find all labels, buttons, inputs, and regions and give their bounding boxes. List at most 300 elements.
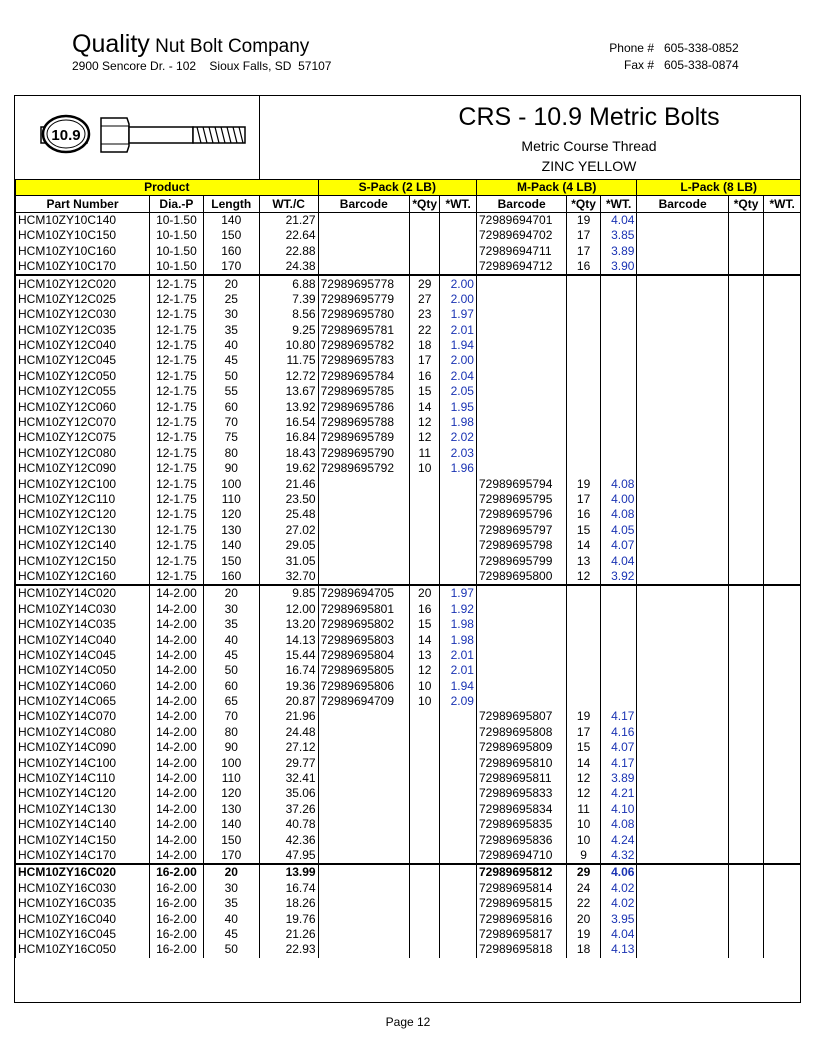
cell-dia-pitch: 10-1.50 (150, 212, 204, 228)
cell-weight-per-c: 18.26 (259, 896, 318, 911)
table-row (16, 569, 801, 585)
cell-s-weight (440, 740, 477, 755)
table-row (16, 384, 801, 399)
cell-dia-pitch: 16-2.00 (150, 881, 204, 896)
cell-l-barcode (637, 663, 728, 678)
cell-s-qty: 12 (409, 430, 439, 445)
cell-length: 90 (203, 461, 259, 476)
cell-s-weight (440, 725, 477, 740)
cell-weight-per-c: 12.00 (259, 602, 318, 617)
cell-s-barcode (318, 881, 409, 896)
col-m-barcode: Barcode (476, 196, 566, 212)
cell-s-weight (440, 228, 477, 243)
cell-m-weight (600, 632, 637, 647)
cell-weight-per-c: 12.72 (259, 369, 318, 384)
table-row (16, 942, 801, 957)
cell-m-barcode: 72989695836 (476, 832, 566, 847)
cell-length: 70 (203, 415, 259, 430)
cell-m-weight: 4.02 (600, 881, 637, 896)
cell-m-weight (600, 353, 637, 368)
cell-m-barcode: 72989695807 (476, 709, 566, 724)
col-weight-per-c: WT./C (259, 196, 318, 212)
cell-m-barcode: 72989695794 (476, 476, 566, 491)
table-row (16, 228, 801, 243)
cell-l-barcode (637, 292, 728, 307)
cell-dia-pitch: 16-2.00 (150, 927, 204, 942)
table-row (16, 446, 801, 461)
cell-s-qty (409, 507, 439, 522)
product-table (15, 179, 801, 958)
table-row (16, 523, 801, 538)
cell-length: 120 (203, 786, 259, 801)
cell-s-barcode (318, 709, 409, 724)
cell-l-barcode (637, 694, 728, 709)
cell-l-barcode (637, 507, 728, 522)
table-row (16, 507, 801, 522)
table-row (16, 632, 801, 647)
cell-l-weight (764, 338, 801, 353)
cell-l-barcode (637, 338, 728, 353)
cell-length: 150 (203, 832, 259, 847)
cell-m-weight (600, 292, 637, 307)
cell-s-barcode (318, 911, 409, 926)
cell-m-weight: 4.21 (600, 786, 637, 801)
company-name-big: Quality (72, 30, 150, 58)
table-row (16, 399, 801, 414)
cell-m-qty (567, 415, 601, 430)
cell-s-weight (440, 817, 477, 832)
cell-m-barcode (476, 617, 566, 632)
cell-s-barcode: 72989695803 (318, 632, 409, 647)
cell-s-qty (409, 553, 439, 568)
cell-l-weight (764, 679, 801, 694)
cell-part-number: HCM10ZY14C035 (16, 617, 150, 632)
cell-m-barcode (476, 275, 566, 291)
cell-dia-pitch: 10-1.50 (150, 259, 204, 275)
cell-dia-pitch: 12-1.75 (150, 415, 204, 430)
cell-l-barcode (637, 648, 728, 663)
col-m-qty: *Qty (567, 196, 601, 212)
cell-m-qty: 17 (567, 492, 601, 507)
cell-dia-pitch: 10-1.50 (150, 244, 204, 259)
cell-weight-per-c: 24.48 (259, 725, 318, 740)
cell-s-weight: 2.01 (440, 663, 477, 678)
table-row (16, 461, 801, 476)
catalog-frame (14, 95, 801, 1003)
cell-m-barcode: 72989695800 (476, 569, 566, 585)
cell-dia-pitch: 12-1.75 (150, 369, 204, 384)
cell-m-weight: 3.90 (600, 259, 637, 275)
cell-m-qty (567, 648, 601, 663)
cell-l-barcode (637, 228, 728, 243)
table-row (16, 817, 801, 832)
cell-l-qty (728, 848, 764, 864)
cell-m-barcode (476, 648, 566, 663)
cell-l-qty (728, 538, 764, 553)
cell-l-qty (728, 275, 764, 291)
cell-length: 35 (203, 896, 259, 911)
cell-m-barcode (476, 353, 566, 368)
page-number: Page 12 (385, 1015, 431, 1029)
cell-l-qty (728, 942, 764, 957)
table-row (16, 244, 801, 259)
cell-s-weight (440, 476, 477, 491)
cell-m-barcode (476, 632, 566, 647)
cell-l-weight (764, 384, 801, 399)
cell-m-qty (567, 446, 601, 461)
cell-s-qty: 20 (409, 585, 439, 601)
cell-part-number: HCM10ZY12C080 (16, 446, 150, 461)
cell-part-number: HCM10ZY14C020 (16, 585, 150, 601)
cell-weight-per-c: 22.64 (259, 228, 318, 243)
cell-s-weight: 2.05 (440, 384, 477, 399)
fax-label: Fax # (623, 58, 654, 72)
table-row (16, 259, 801, 275)
col-s-weight: *WT. (440, 196, 477, 212)
col-l-weight: *WT. (764, 196, 801, 212)
cell-length: 160 (203, 244, 259, 259)
cell-m-weight: 4.10 (600, 802, 637, 817)
cell-m-qty: 29 (567, 864, 601, 880)
cell-m-barcode: 72989695797 (476, 523, 566, 538)
cell-length: 90 (203, 740, 259, 755)
cell-m-weight: 3.85 (600, 228, 637, 243)
cell-l-weight (764, 307, 801, 322)
cell-part-number: HCM10ZY12C100 (16, 476, 150, 491)
cell-weight-per-c: 27.12 (259, 740, 318, 755)
cell-m-qty: 17 (567, 725, 601, 740)
cell-l-qty (728, 755, 764, 770)
table-row (16, 679, 801, 694)
cell-length: 100 (203, 755, 259, 770)
cell-s-weight: 2.01 (440, 648, 477, 663)
cell-m-weight (600, 415, 637, 430)
cell-l-qty (728, 415, 764, 430)
cell-l-barcode (637, 864, 728, 880)
cell-l-weight (764, 369, 801, 384)
cell-m-barcode (476, 323, 566, 338)
cell-length: 150 (203, 553, 259, 568)
table-row (16, 307, 801, 322)
cell-length: 130 (203, 802, 259, 817)
cell-part-number: HCM10ZY12C090 (16, 461, 150, 476)
cell-part-number: HCM10ZY12C130 (16, 523, 150, 538)
cell-m-qty (567, 679, 601, 694)
cell-l-qty (728, 569, 764, 585)
cell-dia-pitch: 14-2.00 (150, 602, 204, 617)
cell-s-qty (409, 771, 439, 786)
table-row (16, 694, 801, 709)
cell-m-qty (567, 617, 601, 632)
cell-l-barcode (637, 679, 728, 694)
cell-s-weight: 1.94 (440, 679, 477, 694)
cell-m-weight: 4.00 (600, 492, 637, 507)
cell-m-qty (567, 694, 601, 709)
cell-l-barcode (637, 523, 728, 538)
cell-part-number: HCM10ZY16C045 (16, 927, 150, 942)
fax-number: 605-338-0874 (664, 58, 739, 72)
cell-part-number: HCM10ZY14C045 (16, 648, 150, 663)
cell-s-weight: 2.00 (440, 353, 477, 368)
cell-weight-per-c: 16.74 (259, 881, 318, 896)
table-row (16, 369, 801, 384)
table-row (16, 430, 801, 445)
cell-m-weight (600, 338, 637, 353)
cell-s-weight (440, 911, 477, 926)
cell-m-qty: 12 (567, 771, 601, 786)
cell-dia-pitch: 12-1.75 (150, 553, 204, 568)
cell-dia-pitch: 16-2.00 (150, 942, 204, 957)
cell-s-qty: 13 (409, 648, 439, 663)
cell-l-weight (764, 864, 801, 880)
cell-l-barcode (637, 632, 728, 647)
cell-l-barcode (637, 802, 728, 817)
cell-l-barcode (637, 786, 728, 801)
cell-weight-per-c: 21.27 (259, 212, 318, 228)
cell-m-weight: 4.17 (600, 755, 637, 770)
cell-s-weight: 2.00 (440, 275, 477, 291)
cell-s-weight: 1.95 (440, 399, 477, 414)
cell-m-qty: 18 (567, 942, 601, 957)
cell-length: 40 (203, 632, 259, 647)
cell-l-qty (728, 617, 764, 632)
cell-m-weight: 4.08 (600, 507, 637, 522)
cell-l-qty (728, 228, 764, 243)
cell-s-barcode: 72989695785 (318, 384, 409, 399)
table-row (16, 771, 801, 786)
cell-m-barcode: 72989695816 (476, 911, 566, 926)
cell-l-barcode (637, 553, 728, 568)
cell-l-weight (764, 881, 801, 896)
cell-m-barcode (476, 430, 566, 445)
col-length: Length (203, 196, 259, 212)
cell-weight-per-c: 13.92 (259, 399, 318, 414)
cell-m-barcode: 72989694711 (476, 244, 566, 259)
col-l-qty: *Qty (728, 196, 764, 212)
cell-part-number: HCM10ZY16C035 (16, 896, 150, 911)
cell-weight-per-c: 20.87 (259, 694, 318, 709)
cell-m-qty (567, 399, 601, 414)
cell-m-weight: 4.17 (600, 709, 637, 724)
table-row (16, 415, 801, 430)
cell-weight-per-c: 21.26 (259, 927, 318, 942)
cell-s-qty: 12 (409, 415, 439, 430)
cell-dia-pitch: 12-1.75 (150, 384, 204, 399)
cell-s-qty: 16 (409, 602, 439, 617)
cell-l-qty (728, 802, 764, 817)
cell-length: 20 (203, 275, 259, 291)
table-row (16, 648, 801, 663)
cell-s-weight (440, 942, 477, 957)
cell-s-barcode (318, 228, 409, 243)
cell-l-barcode (637, 415, 728, 430)
cell-weight-per-c: 19.36 (259, 679, 318, 694)
cell-dia-pitch: 14-2.00 (150, 648, 204, 663)
cell-s-barcode (318, 569, 409, 585)
cell-m-barcode (476, 461, 566, 476)
cell-m-barcode: 72989695834 (476, 802, 566, 817)
cell-s-barcode: 72989695784 (318, 369, 409, 384)
table-row (16, 663, 801, 678)
cell-s-weight (440, 492, 477, 507)
cell-s-weight (440, 244, 477, 259)
cell-l-qty (728, 832, 764, 847)
cell-s-barcode (318, 553, 409, 568)
cell-s-barcode: 72989695788 (318, 415, 409, 430)
cell-weight-per-c: 47.95 (259, 848, 318, 864)
cell-m-barcode: 72989695796 (476, 507, 566, 522)
cell-part-number: HCM10ZY14C065 (16, 694, 150, 709)
cell-l-weight (764, 353, 801, 368)
cell-weight-per-c: 13.20 (259, 617, 318, 632)
cell-l-weight (764, 648, 801, 663)
cell-s-qty: 10 (409, 694, 439, 709)
cell-weight-per-c: 11.75 (259, 353, 318, 368)
table-row (16, 553, 801, 568)
cell-l-qty (728, 307, 764, 322)
cell-part-number: HCM10ZY16C020 (16, 864, 150, 880)
cell-weight-per-c: 18.43 (259, 446, 318, 461)
cell-l-weight (764, 569, 801, 585)
cell-s-qty: 14 (409, 632, 439, 647)
cell-length: 50 (203, 369, 259, 384)
cell-length: 140 (203, 538, 259, 553)
cell-s-qty: 14 (409, 399, 439, 414)
cell-s-qty (409, 927, 439, 942)
cell-l-barcode (637, 492, 728, 507)
cell-m-weight (600, 663, 637, 678)
cell-dia-pitch: 12-1.75 (150, 353, 204, 368)
cell-l-weight (764, 553, 801, 568)
cell-m-barcode (476, 694, 566, 709)
cell-dia-pitch: 14-2.00 (150, 617, 204, 632)
cell-s-weight (440, 538, 477, 553)
cell-weight-per-c: 24.38 (259, 259, 318, 275)
cell-s-barcode (318, 896, 409, 911)
group-mpack: M-Pack (4 LB) (476, 180, 636, 196)
cell-m-barcode (476, 384, 566, 399)
cell-part-number: HCM10ZY12C120 (16, 507, 150, 522)
cell-l-qty (728, 259, 764, 275)
table-row (16, 740, 801, 755)
cell-l-weight (764, 755, 801, 770)
phone-label: Phone # (609, 41, 654, 55)
cell-m-barcode: 72989695833 (476, 786, 566, 801)
cell-m-barcode (476, 338, 566, 353)
cell-m-weight (600, 585, 637, 601)
cell-l-qty (728, 585, 764, 601)
cell-s-barcode: 72989695780 (318, 307, 409, 322)
cell-s-qty (409, 228, 439, 243)
table-row (16, 617, 801, 632)
cell-weight-per-c: 14.13 (259, 632, 318, 647)
cell-l-weight (764, 896, 801, 911)
cell-l-barcode (637, 602, 728, 617)
cell-s-weight: 2.03 (440, 446, 477, 461)
cell-s-barcode: 72989695792 (318, 461, 409, 476)
cell-weight-per-c: 35.06 (259, 786, 318, 801)
cell-l-barcode (637, 538, 728, 553)
cell-s-barcode (318, 244, 409, 259)
col-part-number: Part Number (16, 196, 150, 212)
cell-part-number: HCM10ZY14C100 (16, 755, 150, 770)
cell-l-qty (728, 881, 764, 896)
cell-weight-per-c: 21.96 (259, 709, 318, 724)
cell-l-weight (764, 617, 801, 632)
cell-l-barcode (637, 927, 728, 942)
cell-s-barcode: 72989695789 (318, 430, 409, 445)
cell-part-number: HCM10ZY16C030 (16, 881, 150, 896)
cell-m-barcode: 72989694702 (476, 228, 566, 243)
cell-s-weight: 2.04 (440, 369, 477, 384)
cell-part-number: HCM10ZY14C130 (16, 802, 150, 817)
cell-s-barcode: 72989695790 (318, 446, 409, 461)
cell-m-qty: 12 (567, 786, 601, 801)
cell-s-qty (409, 538, 439, 553)
cell-s-weight (440, 212, 477, 228)
cell-s-weight (440, 848, 477, 864)
cell-m-qty (567, 338, 601, 353)
cell-s-qty (409, 848, 439, 864)
cell-l-qty (728, 896, 764, 911)
cell-m-barcode: 72989695817 (476, 927, 566, 942)
cell-dia-pitch: 14-2.00 (150, 663, 204, 678)
cell-part-number: HCM10ZY14C050 (16, 663, 150, 678)
cell-l-barcode (637, 585, 728, 601)
cell-m-qty: 15 (567, 740, 601, 755)
cell-s-barcode: 72989694709 (318, 694, 409, 709)
cell-s-barcode: 72989695781 (318, 323, 409, 338)
cell-m-barcode: 72989695811 (476, 771, 566, 786)
cell-part-number: HCM10ZY14C060 (16, 679, 150, 694)
cell-part-number: HCM10ZY12C040 (16, 338, 150, 353)
cell-m-weight: 4.04 (600, 553, 637, 568)
cell-s-weight (440, 755, 477, 770)
company-name-rest: Nut Bolt Company (149, 36, 310, 57)
table-row (16, 755, 801, 770)
cell-s-weight (440, 896, 477, 911)
cell-s-barcode: 72989695805 (318, 663, 409, 678)
cell-l-weight (764, 461, 801, 476)
cell-dia-pitch: 14-2.00 (150, 755, 204, 770)
cell-l-weight (764, 228, 801, 243)
cell-m-weight: 4.08 (600, 817, 637, 832)
cell-dia-pitch: 14-2.00 (150, 632, 204, 647)
cell-s-barcode (318, 725, 409, 740)
cell-dia-pitch: 16-2.00 (150, 864, 204, 880)
cell-m-weight (600, 430, 637, 445)
cell-m-barcode: 72989695815 (476, 896, 566, 911)
cell-m-qty: 19 (567, 476, 601, 491)
cell-dia-pitch: 14-2.00 (150, 786, 204, 801)
cell-s-barcode (318, 755, 409, 770)
cell-l-barcode (637, 725, 728, 740)
cell-l-qty (728, 679, 764, 694)
cell-s-weight (440, 523, 477, 538)
cell-m-qty: 9 (567, 848, 601, 864)
cell-weight-per-c: 27.02 (259, 523, 318, 538)
cell-part-number: HCM10ZY12C045 (16, 353, 150, 368)
cell-dia-pitch: 12-1.75 (150, 323, 204, 338)
cell-l-barcode (637, 369, 728, 384)
cell-s-qty (409, 896, 439, 911)
cell-m-weight: 4.05 (600, 523, 637, 538)
cell-l-weight (764, 244, 801, 259)
cell-s-qty (409, 755, 439, 770)
cell-weight-per-c: 40.78 (259, 817, 318, 832)
cell-l-qty (728, 446, 764, 461)
cell-length: 40 (203, 911, 259, 926)
